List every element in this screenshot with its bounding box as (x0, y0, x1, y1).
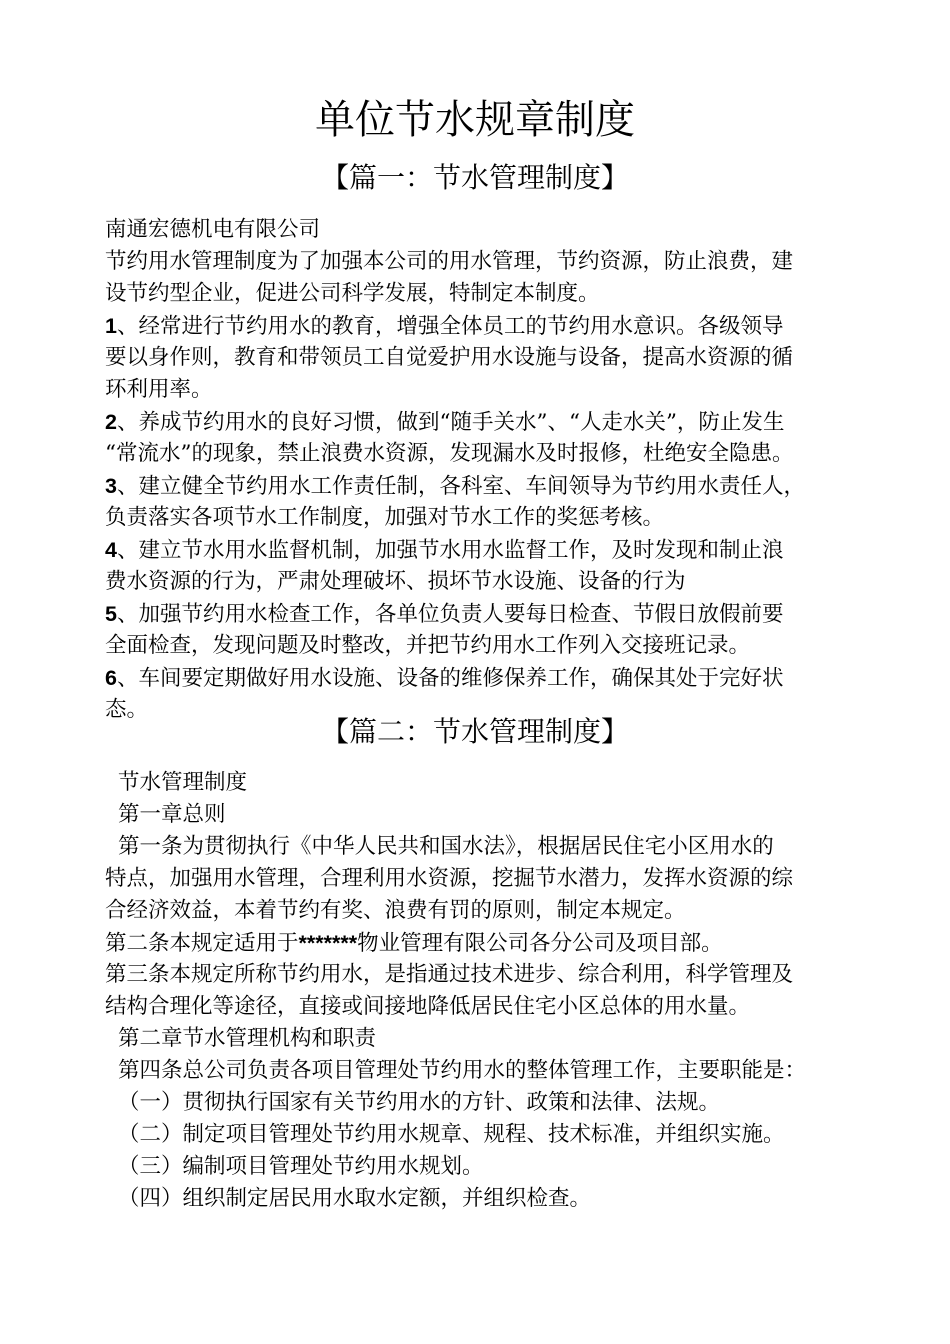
item-text: 、建立节水用水监督机制，加强节水用水监督工作，及时发现和制止浪 (116, 538, 784, 563)
list-item (105, 663, 783, 694)
section-2-line: 第一章总则 (118, 802, 226, 827)
list-item-cont: 全面检查，发现问题及时整改，并把节约用水工作列入交接班记录。 (105, 633, 751, 658)
line-text: 物业管理有限公司各分公司及项目部。 (357, 931, 723, 956)
item-number: 5 (105, 602, 117, 626)
item-text: 、建立健全节约用水工作责任制，各科室、车间领导为节约用水责任人， (116, 474, 805, 499)
list-item (105, 407, 784, 438)
company-name: 南通宏德机电有限公司 (105, 217, 321, 242)
section-2-line: 第三条本规定所称节约用水，是指通过技术进步、综合利用，科学管理及 (105, 962, 794, 987)
item-number: 4 (105, 538, 117, 562)
list-item (105, 599, 783, 630)
section-2-line: （二）制定项目管理处节约用水规章、规程、技术标准，并组织实施。 (118, 1122, 785, 1147)
document-title: 单位节水规章制度 (315, 97, 635, 143)
item-text: 、养成节约用水的良好习惯，做到“随手关水”、“人走水关”，防止发生 (116, 410, 785, 435)
list-item-cont: “常流水”的现象，禁止浪费水资源，发现漏水及时报修，杜绝安全隐患。 (105, 441, 794, 466)
item-text: 、加强节约用水检查工作，各单位负责人要每日检查、节假日放假前要 (116, 602, 784, 627)
list-item (105, 471, 805, 502)
section-2-line: 结构合理化等途径，直接或间接地降低居民住宅小区总体的用水量。 (105, 994, 751, 1019)
section-2-line: （四）组织制定居民用水取水定额，并组织检查。 (118, 1186, 592, 1211)
list-item-cont: 负责落实各项节水工作制度，加强对节水工作的奖惩考核。 (105, 505, 665, 530)
section-2-line: （三）编制项目管理处节约用水规划。 (118, 1154, 484, 1179)
line-text: 第二条本规定适用于 (105, 931, 299, 956)
section-2-line: （一）贯彻执行国家有关节约用水的方针、政策和法律、法规。 (118, 1090, 721, 1115)
section-2-line: 合经济效益，本着节约有奖、浪费有罚的原则，制定本规定。 (105, 898, 686, 923)
section-2-line: 第二章节水管理机构和职责 (118, 1026, 377, 1051)
section-2-line (105, 928, 723, 959)
item-number: 3 (105, 474, 117, 498)
section-1-heading: 【篇一：节水管理制度】 (320, 161, 629, 194)
item-text: 、车间要定期做好用水设施、设备的维修保养工作，确保其处于完好状 (116, 666, 784, 691)
intro-line: 设节约型企业，促进公司科学发展，特制定本制度。 (105, 281, 600, 306)
list-item-cont: 态。 (105, 697, 149, 722)
item-number: 2 (105, 410, 117, 434)
item-number: 6 (105, 666, 117, 690)
list-item-cont: 要以身作则，教育和带领员工自觉爱护用水设施与设备，提高水资源的循 (105, 345, 794, 370)
list-item (105, 535, 783, 566)
section-2-line: 节水管理制度 (118, 770, 248, 795)
item-text: 、经常进行节约用水的教育，增强全体员工的节约用水意识。各级领导 (116, 314, 784, 339)
redacted-name: ******* (298, 931, 358, 955)
section-2-heading: 【篇二：节水管理制度】 (320, 715, 629, 748)
list-item-cont: 费水资源的行为，严肃处理破坏、损坏节水设施、设备的行为 (105, 569, 686, 594)
list-item (105, 311, 783, 342)
section-2-line: 第一条为贯彻执行《中华人民共和国水法》，根据居民住宅小区用水的 (118, 834, 774, 859)
section-2-line: 第四条总公司负责各项目管理处节约用水的整体管理工作，主要职能是： (118, 1058, 807, 1083)
list-item-cont: 环利用率。 (105, 377, 213, 402)
section-2-line: 特点，加强用水管理，合理利用水资源，挖掘节水潜力，发挥水资源的综 (105, 866, 794, 891)
intro-line: 节约用水管理制度为了加强本公司的用水管理，节约资源，防止浪费，建 (105, 249, 794, 274)
item-number: 1 (105, 314, 117, 338)
